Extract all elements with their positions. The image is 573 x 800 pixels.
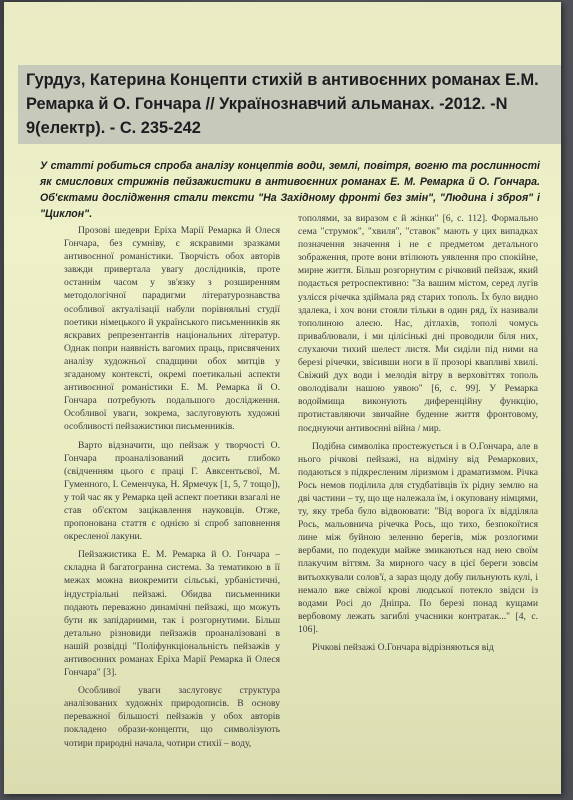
- citation-title: [18, 65, 561, 144]
- left-column: [64, 224, 280, 755]
- citation-text: Гурдуз, Катерина Концепти стихій в антивоєнних романах Е.М. Ремарка й О. Гончара // Українознавчий альманах. -2012. -N 9(електр). - С. 235-242: [26, 71, 539, 137]
- right-column: [298, 212, 538, 659]
- paragraph: Подібна символіка простежується і в О.Гончара, але в нього річкові пейзажі, на відміну від Ремаркових, подаються з підкресленим ліризмом і драматизмом. Річка Рось немов поділила для студбатівців їх рідну землю на дві частини – ту, що ще належала їм, і окуповану німцями, ту, яку треба було відвоювати: "Від ворога їх відділяла Рось, мальовнича річечка Рось, що тихо, безпокоїтися лине між буйною зеленню берегів, між розлогими вербами, по подекуди майже змикаються над нею своїм плакучим віттям. За мирного часу в цієї береги зовсім витьохкували солов'ї, а зараз щоду добу пильнують кулі, і немало вже свіжої крові людської потекло звідси із водами Росі до Дніпра. По березі понад кущами вербовому лежать загиблі учасники контратак..." [4, с. 106].: [298, 440, 538, 635]
- paragraph: Варто відзначити, що пейзаж у творчості О. Гончара проаналізований досить глибоко (свідченням цього є праці Г. Авксентьєвої, М. Гуменного, І. Семенчука, Н. Ярмечук [1, 5, 7 тощо]), у той час як у Ремарка цей аспект поетики взагалі не став об'єктом зацікавлення науковців. Отже, пропонована стаття є однією зі спроб заповнення окресленої лакуни.: [64, 439, 280, 543]
- paragraph: Річкові пейзажі О.Гончара відрізняються від: [312, 642, 494, 653]
- paragraph: тополями, за виразом є й жінки" [6, с. 112]. Формально сема "струмок", "хвиля", "ставок" мають у цих випадках позначення значення і не є предметом детального зображення, проте вони втілюють уявлення про спокійне, мирне життя. Більш розгорнутим є річковий пейзаж, який подається ретроспективно: "За вашим містом, серед лугів узлісся річечка здіймала ряд старих тополь. Їх було видно здалека, і хоч вони стояли тільки в один ряд, їх називали тополиною алеєю. Нас, дітлахів, тополі чомусь приваблювали, і ми цілісінькі дні проводили біля них, слухаючи тихий шелест листя. Ми сиділи під ними на березі річечки, звісивши ноги в її прозорі квапливі хвилі. Свіжий дух води і мелодія вітру в верховіттях тополь оволодівали нашою уявою" [6, с. 99]. У Ремарка водоймища виконують диференційну функцію, протиставляючи звичайне буденне життя фронтовому, поєднуючи антивоєнні війна / мир.: [298, 213, 538, 434]
- paragraph: Прозові шедеври Еріха Марії Ремарка й Олеся Гончара, без сумніву, є яскравими зразками антивоєнної романістики. Творчість обох авторів завжди привертала увагу дослідників, проте останнім часом у зв'язку з розширенням методологічної парадигми літературознавства особливої актуалізації набули порівняльні студії поетики німецького й українського письменників як яскравих репрезентантів національних літератур. Однак попри наявність вагомих праць, присвячених аналізу художньої спадщини обох митців у згаданому контексті, окремі поетикальні аспекти антивоєнної романістики Е. М. Ремарка й О. Гончара потребують подальшого дослідження. Особливої уваги, зокрема, заслуговують художні особливості пейзажистики письменників.: [64, 225, 280, 433]
- abstract-text: У статті робиться спроба аналізу концептів води, землі, повітря, вогню та рослинності як смислових стрижнів пейзажистики в антивоєнних романах Е. М. Ремарка й О. Гончара. Об'єктами дослідження стали тексти "На Західному фронті без змін", "Людина і зброя" і "Циклон".: [40, 160, 540, 220]
- paragraph: Особливої уваги заслуговує структура аналізованих художніх природописів. В основу переважної більшості пейзажів у обох авторів покладено образи-концепти, що символізують чотири природні начала, чотири стихії – воду,: [64, 685, 280, 749]
- paragraph: Пейзажистика Е. М. Ремарка й О. Гончара – складна й багатогранна система. За тематикою в її межах можна виокремити сільські, урбаністичні, індустріальні пейзажі. Обидва письменники подають переважно динамічні пейзажі, що можуть бути як запідарними, так і розгорнутими. Більш детально різновиди пейзажів проаналізовані в нашій розвідці "Поліфункціональність пейзажів у антивоєнних романах Еріха Марії Ремарка й Олеся Гончара" [3].: [64, 549, 280, 679]
- document-page: [4, 2, 561, 794]
